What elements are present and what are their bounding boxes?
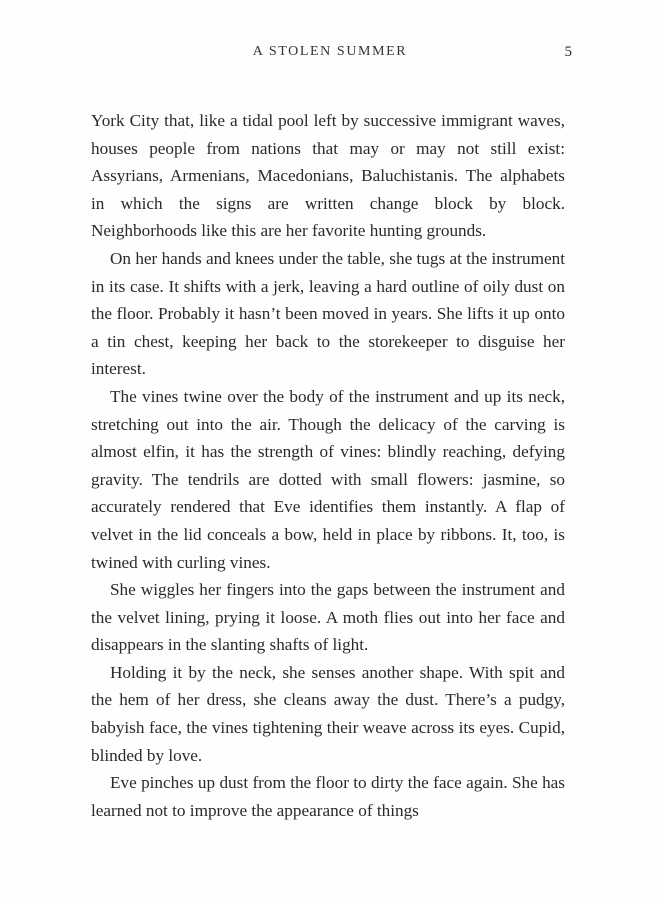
page-number: 5: [564, 44, 572, 60]
running-title: A STOLEN SUMMER: [252, 44, 408, 59]
paragraph: Holding it by the neck, she senses another shape. With spit and the hem of her dress, she cleans away the dust. There’s a pudgy, babyish face, the vines tightening their weave across its eyes. Cupid, blinded by love.: [91, 662, 565, 765]
paragraph: On her hands and knees under the table, she tugs at the instrument in its case. It shifts with a jerk, leaving a hard outline of oily dust on the floor. Probably it hasn’t been moved in years. She lifts it up onto a tin chest, keeping her back to the storekeeper to disguise her interest.: [91, 248, 565, 379]
running-head: [0, 40, 660, 64]
paragraph: The vines twine over the body of the instrument and up its neck, stretching out into the air. Though the delicacy of the carving is almost elfin, it has the strength of vines: blindly reaching, defying gravity. The tendrils are dotted with small flowers: jasmine, so accurately rendered that Eve identifies them instantly. A flap of velvet in the lid conceals a bow, held in place by ribbons. It, too, is twined with curling vines.: [91, 386, 565, 572]
paragraph: York City that, like a tidal pool left by successive immigrant waves, houses people from nations that may or may not still exist: Assyrians, Armenians, Macedonians, Baluchistanis. The alphabets in which the signs are written change block by block. Neighborhoods like this are her favorite hunting grounds.: [91, 111, 565, 241]
paragraph: Eve pinches up dust from the floor to dirty the face again. She has learned not to improve the appearance of things: [91, 773, 565, 820]
body-text: [91, 107, 565, 824]
paragraph: She wiggles her fingers into the gaps between the instrument and the velvet lining, prying it loose. A moth flies out into her face and disappears in the slanting shafts of light.: [91, 580, 565, 655]
